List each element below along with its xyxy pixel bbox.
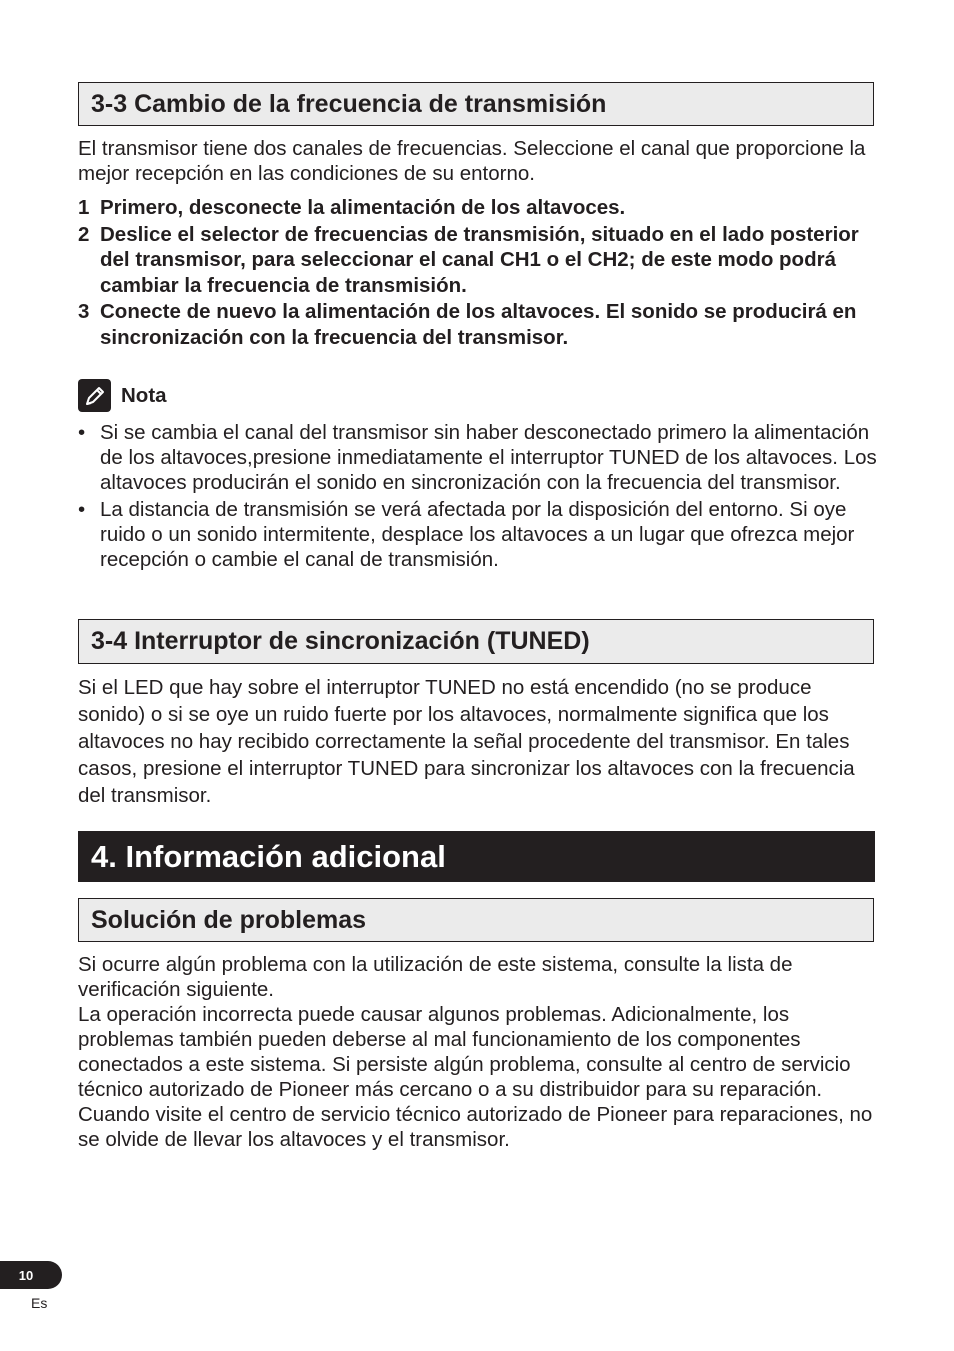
note-header — [78, 379, 167, 412]
step-item — [78, 299, 878, 350]
troubleshooting-heading: Solución de problemas — [78, 898, 874, 942]
paragraph: Cuando visite el centro de servicio técnico autorizado de Pioneer para reparaciones, no se olvide de llevar los altavoces y el transmisor. — [78, 1103, 873, 1151]
paragraph: Si ocurre algún problema con la utilización de este sistema, consulte la lista de verificación siguiente. — [78, 953, 793, 1001]
section-3-3-intro: El transmisor tiene dos canales de frecuencias. Seleccione el canal que proporcione la mejor recepción en las condiciones de su entorno. — [78, 137, 866, 185]
language-code: Es — [31, 1295, 48, 1311]
troubleshooting-body — [78, 952, 878, 1152]
chapter-4-heading: 4. Información adicional — [78, 831, 875, 882]
pencil-icon — [78, 379, 111, 412]
bullet-text: La distancia de transmisión se verá afectada por la disposición del entorno. Si oye ruido o un sonido intermitente, desplace los altavoces a un lugar que ofrezca mejor recepción o cambie el canal de transmisión. — [100, 498, 855, 571]
note-bullets — [78, 420, 878, 574]
step-number: 3 — [78, 300, 90, 323]
list-item — [78, 497, 878, 572]
bullet-mark: • — [78, 421, 86, 444]
step-item — [78, 195, 878, 221]
paragraph: La operación incorrecta puede causar algunos problemas. Adicionalmente, los problemas también pueden deberse al mal funcionamiento de los componentes conectados a este sistema. Si persiste algún problema, consulte al centro de servicio técnico autorizado de Pioneer más cercano o a su distribuidor para su reparación. — [78, 1003, 851, 1101]
step-number: 1 — [78, 196, 90, 219]
bullet-mark: • — [78, 498, 86, 521]
section-3-3-heading: 3-3 Cambio de la frecuencia de transmisión — [78, 82, 874, 126]
step-item — [78, 222, 878, 299]
section-3-4-heading: 3-4 Interruptor de sincronización (TUNED) — [78, 619, 874, 664]
step-text: Deslice el selector de frecuencias de transmisión, situado en el lado posterior del transmisor, para seleccionar el canal CH1 o el CH2; de este modo podrá cambiar la frecuencia de transmisión. — [100, 222, 859, 297]
step-number: 2 — [78, 222, 90, 246]
note-label: Nota — [121, 383, 167, 407]
step-text: Primero, desconecte la alimentación de los altavoces. — [100, 196, 626, 219]
page-number: 10 — [0, 1261, 62, 1289]
list-item — [78, 420, 878, 495]
section-3-4-body: Si el LED que hay sobre el interruptor TUNED no está encendido (no se produce sonido) o si se oye un ruido fuerte por los altavoces, normalmente significa que los altavoces no hay recibido correctamente la señal procedente del transmisor. En tales casos, presione el interruptor TUNED para sincronizar los altavoces con la frecuencia del transmisor. — [78, 676, 855, 807]
steps-list — [78, 195, 878, 351]
bullet-text: Si se cambia el canal del transmisor sin haber desconectado primero la alimentación de los altavoces,presione inmediatamente el interruptor TUNED de los altavoces. Los altavoces producirán el sonido en sincronización con la frecuencia del transmisor. — [100, 421, 877, 494]
step-text: Conecte de nuevo la alimentación de los altavoces. El sonido se producirá en sincronización con la frecuencia del transmisor. — [100, 300, 857, 349]
